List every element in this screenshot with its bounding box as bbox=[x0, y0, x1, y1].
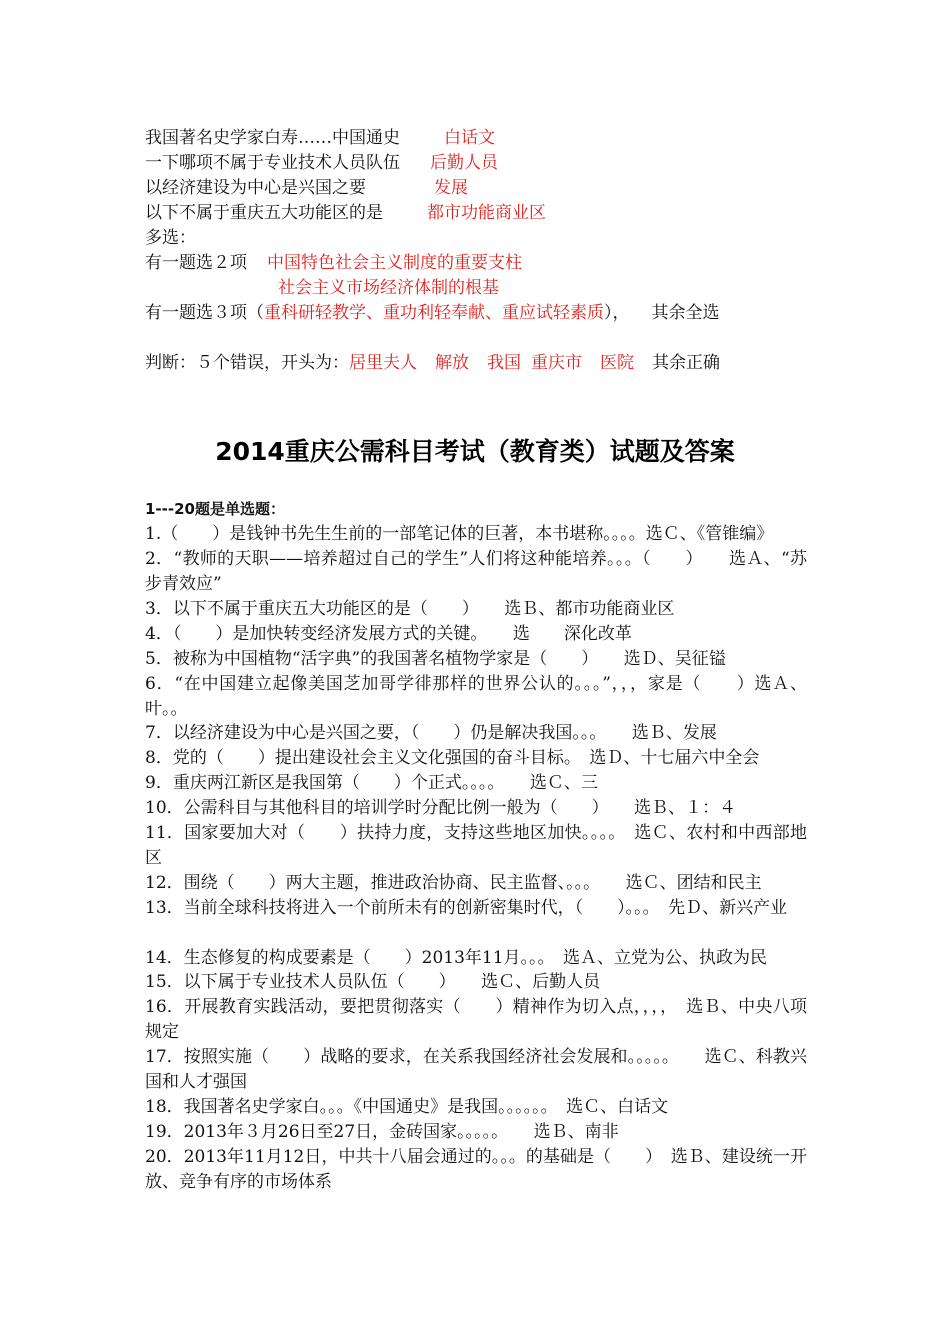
summary-line-2: 一下哪项不属于专业技术人员队伍 后勤人员 bbox=[145, 153, 498, 173]
question-item: 3．以下不属于重庆五大功能区的是（ ） 选Ｂ、都市功能商业区 bbox=[145, 599, 675, 619]
question-item: 8．党的（ ）提出建设社会主义文化强国的奋斗目标。 选Ｄ、十七届六中全会 bbox=[145, 748, 760, 768]
summary-line-5: 多选： bbox=[145, 228, 196, 248]
summary-line-7 bbox=[278, 276, 499, 300]
question-item: 7．以经济建设为中心是兴国之要，（ ）仍是解决我国。。。 选Ｂ、发展 bbox=[145, 723, 717, 743]
answer-text: 中国特色社会主义制度的重要支柱 bbox=[267, 253, 522, 273]
question-item: 1.（ ）是钱钟书先生生前的一部笔记体的巨著，本书堪称。。。。选Ｃ、《管锥编》 bbox=[145, 524, 774, 544]
answer-text: 发展 bbox=[434, 178, 468, 198]
question-item: 6．“在中国建立起像美国芝加哥学徘那样的世界公认的。。。”，，，家是（ ）选Ａ、叶。。 bbox=[145, 674, 807, 719]
answer-text: 社会主义市场经济体制的根基 bbox=[278, 278, 499, 298]
question-item: 19．2013年３月26日至27日，金砖国家。。。。。 选Ｂ、南非 bbox=[145, 1122, 619, 1142]
answer-text: 白话文 bbox=[444, 128, 495, 148]
question-item: 12．围绕（ ）两大主题，推进政治协商、民主监督、。。。 选Ｃ、团结和民主 bbox=[145, 873, 762, 893]
answer-text: 重庆市 bbox=[531, 353, 582, 373]
question-item: 17．按照实施（ ）战略的要求，在关系我国经济社会发展和。。。。。 选Ｃ、科教兴国和人才强国 bbox=[145, 1047, 807, 1092]
question-item: 11．国家要加大对（ ）扶持力度，支持这些地区加快。。。。 选Ｃ、农村和中西部地区 bbox=[145, 823, 807, 868]
question-item: 20．2013年11月12日，中共十八届会通过的。。。的基础是（ ） 选Ｂ、建设统一开放、竞争有序的市场体系 bbox=[145, 1147, 807, 1192]
question-item: 4．（ ）是加快转变经济发展方式的关键。 选 深化改革 bbox=[145, 624, 632, 644]
summary-line-4: 以下不属于重庆五大功能区的是 都市功能商业区 bbox=[145, 203, 546, 223]
summary-line-9: 判断：５个错误，开头为：居里夫人 解放 我国 重庆市 医院 其余正确 bbox=[145, 353, 720, 373]
question-item: 2．“教师的天职——培养超过自己的学生”人们将这种能培养。。。（ ） 选Ａ、“苏步青效应” bbox=[145, 549, 807, 594]
summary-line-8: 有一题选３项（重科研轻教学、重功利轻奉献、重应试轻素质）， 其余全选 bbox=[145, 303, 720, 323]
answer-text: 解放 bbox=[435, 353, 469, 373]
question-item: 15．以下属于专业技术人员队伍（ ） 选Ｃ、后勤人员 bbox=[145, 972, 601, 992]
answer-text: 重科研轻教学、重功利轻奉献、重应试轻素质 bbox=[264, 303, 604, 323]
page-title: 2014重庆公需科目考试（教育类）试题及答案 bbox=[215, 437, 735, 466]
answer-text: 医院 bbox=[600, 353, 634, 373]
question-item: 18．我国著名史学家白。。。《中国通史》是我国。。。。。。 选Ｃ、白话文 bbox=[145, 1097, 669, 1117]
question-item: 14．生态修复的构成要素是（ ）2013年11月。。。 选Ａ、立党为公、执政为民 bbox=[145, 948, 768, 968]
summary-line-1: 我国著名史学家白寿……中国通史 白话文 bbox=[145, 128, 495, 148]
answer-text: 后勤人员 bbox=[430, 153, 498, 173]
answer-text: 我国 bbox=[487, 353, 521, 373]
question-item: 9．重庆两江新区是我国第（ ）个正式。。。。 选Ｃ、三 bbox=[145, 773, 598, 793]
section-heading: 1---20题是单选题： bbox=[145, 500, 285, 518]
question-item: 13．当前全球科技将进入一个前所未有的创新密集时代，（ ）。。。 先Ｄ、新兴产业 bbox=[145, 898, 788, 918]
summary-line-6: 有一题选２项 中国特色社会主义制度的重要支柱 bbox=[145, 253, 522, 273]
answer-text: 都市功能商业区 bbox=[427, 203, 546, 223]
answer-text: 居里夫人 bbox=[349, 353, 417, 373]
question-item: 5．被称为中国植物“活字典”的我国著名植物学家是（ ） 选Ｄ、吴征镒 bbox=[145, 649, 726, 669]
question-item: 16．开展教育实践活动，要把贯彻落实（ ）精神作为切入点，，，， 选Ｂ、中央八项规定 bbox=[145, 997, 807, 1042]
question-item: 10．公需科目与其他科目的培训学时分配比例一般为（ ） 选Ｂ、１：４ bbox=[145, 798, 737, 818]
summary-line-3: 以经济建设为中心是兴国之要 发展 bbox=[145, 178, 468, 198]
